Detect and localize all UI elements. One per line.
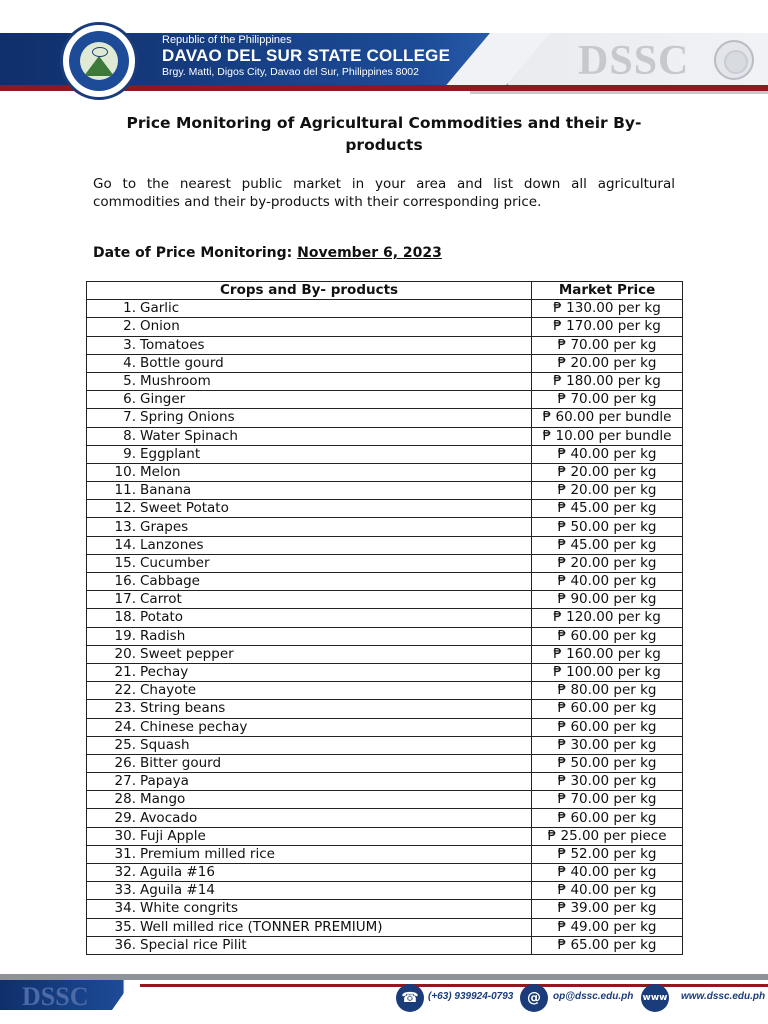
instructions: Go to the nearest public market in your area and list down all agricultural commodities and their by-products with their corresponding price. [93, 176, 675, 210]
crop-cell [87, 573, 532, 591]
table-row [87, 336, 683, 354]
table-row [87, 591, 683, 609]
market-price: ₱ 40.00 per kg [532, 882, 683, 900]
crop-name: Premium milled rice [140, 845, 275, 862]
crop-cell [87, 864, 532, 882]
table-row [87, 809, 683, 827]
market-price: ₱ 60.00 per kg [532, 627, 683, 645]
crop-cell [87, 300, 532, 318]
market-price: ₱ 65.00 per kg [532, 936, 683, 954]
crop-cell [87, 409, 532, 427]
market-price: ₱ 70.00 per kg [532, 791, 683, 809]
table-row [87, 773, 683, 791]
row-number: 15. [114, 554, 136, 571]
crop-name: Chinese pechay [140, 718, 248, 735]
at-sign-icon: @ [520, 984, 548, 1012]
college-seal-icon [60, 22, 138, 100]
crop-name: Avocado [140, 809, 198, 826]
row-number: 5. [123, 373, 136, 390]
crop-cell [87, 718, 532, 736]
crop-cell [87, 827, 532, 845]
footer-email: op@dssc.edu.ph [553, 991, 634, 1002]
crop-name: Water Spinach [140, 427, 238, 444]
crop-name: Sweet pepper [140, 645, 234, 662]
crop-name: Radish [140, 627, 186, 644]
market-price: ₱ 45.00 per kg [532, 500, 683, 518]
market-price: ₱ 40.00 per kg [532, 445, 683, 463]
row-number: 13. [114, 518, 136, 535]
footer-website: www.dssc.edu.ph [681, 991, 766, 1002]
crop-cell [87, 663, 532, 681]
phone-icon: ☎ [396, 984, 424, 1012]
crop-name: Aguila #14 [140, 882, 215, 899]
table-row [87, 791, 683, 809]
table-row [87, 409, 683, 427]
crop-name: Bottle gourd [140, 354, 224, 371]
row-number: 35. [114, 918, 136, 935]
crop-cell [87, 445, 532, 463]
footer-dssc-watermark: DSSC [22, 982, 89, 1011]
row-number: 26. [114, 754, 136, 771]
crop-name: Grapes [140, 518, 189, 535]
table-row [87, 827, 683, 845]
crop-cell [87, 682, 532, 700]
row-number: 21. [114, 664, 136, 681]
footer-phone: (+63) 939924-0793 [428, 991, 514, 1002]
crop-name: Bitter gourd [140, 754, 222, 771]
table-row [87, 372, 683, 390]
market-price: ₱ 40.00 per kg [532, 864, 683, 882]
row-number: 8. [123, 427, 136, 444]
crop-cell [87, 500, 532, 518]
row-number: 34. [114, 900, 136, 917]
row-number: 25. [114, 736, 136, 753]
table-row [87, 663, 683, 681]
row-number: 20. [114, 645, 136, 662]
crop-cell [87, 391, 532, 409]
crop-cell [87, 936, 532, 954]
crop-name: Chayote [140, 682, 197, 699]
market-price: ₱ 52.00 per kg [532, 845, 683, 863]
crop-name: Cabbage [140, 573, 200, 590]
table-row [87, 463, 683, 481]
row-number: 31. [114, 845, 136, 862]
crop-name: Eggplant [140, 445, 201, 462]
crop-cell [87, 591, 532, 609]
crop-name: Well milled rice (TONNER PREMIUM) [140, 918, 383, 935]
crop-name: Pechay [140, 664, 189, 681]
crop-cell [87, 791, 532, 809]
row-number: 7. [123, 409, 136, 426]
header-accent-line [470, 91, 768, 94]
document-title: Price Monitoring of Agricultural Commodities and their By-products [126, 114, 642, 154]
table-row [87, 318, 683, 336]
crop-name: Melon [140, 463, 181, 480]
crop-cell [87, 336, 532, 354]
row-number: 14. [114, 536, 136, 553]
row-number: 1. [123, 300, 136, 317]
college-address: Brgy. Matti, Digos City, Davao del Sur, Philippines 8002 [162, 66, 419, 78]
crop-cell [87, 754, 532, 772]
table-row [87, 845, 683, 863]
crop-name: White congrits [140, 900, 238, 917]
market-price: ₱ 50.00 per kg [532, 518, 683, 536]
market-price: ₱ 10.00 per bundle [532, 427, 683, 445]
crop-name: Sweet Potato [140, 500, 229, 517]
row-number: 28. [114, 791, 136, 808]
table-row [87, 682, 683, 700]
table-row [87, 736, 683, 754]
crop-name: Cucumber [140, 554, 210, 571]
market-price: ₱ 20.00 per kg [532, 354, 683, 372]
crop-name: Spring Onions [140, 409, 235, 426]
date-label: Date of Price Monitoring: [93, 245, 293, 261]
crop-cell [87, 845, 532, 863]
market-price: ₱ 49.00 per kg [532, 918, 683, 936]
row-number: 17. [114, 591, 136, 608]
crop-cell [87, 736, 532, 754]
republic-label: Republic of the Philippines [162, 34, 292, 46]
market-price: ₱ 170.00 per kg [532, 318, 683, 336]
crop-name: Carrot [140, 591, 182, 608]
crop-name: Potato [140, 609, 184, 626]
crop-cell [87, 354, 532, 372]
crop-cell [87, 700, 532, 718]
market-price: ₱ 20.00 per kg [532, 463, 683, 481]
table-row [87, 864, 683, 882]
table-row [87, 391, 683, 409]
crop-name: Aguila #16 [140, 864, 215, 881]
market-price: ₱ 39.00 per kg [532, 900, 683, 918]
table-header-row [87, 282, 683, 300]
row-number: 29. [114, 809, 136, 826]
crop-name: Squash [140, 736, 190, 753]
table-row [87, 718, 683, 736]
market-price: ₱ 20.00 per kg [532, 554, 683, 572]
crop-name: Lanzones [140, 536, 204, 553]
crop-cell [87, 809, 532, 827]
row-number: 12. [114, 500, 136, 517]
row-number: 10. [114, 463, 136, 480]
market-price: ₱ 50.00 per kg [532, 754, 683, 772]
crop-name: String beans [140, 700, 226, 717]
market-price: ₱ 40.00 per kg [532, 573, 683, 591]
market-price: ₱ 90.00 per kg [532, 591, 683, 609]
market-price: ₱ 100.00 per kg [532, 663, 683, 681]
dssc-watermark: DSSC [578, 38, 690, 84]
market-price: ₱ 120.00 per kg [532, 609, 683, 627]
crop-name: Mushroom [140, 373, 211, 390]
price-table [86, 281, 683, 955]
crop-name: Special rice Pilit [140, 936, 247, 953]
footer-accent-bar [140, 984, 768, 987]
table-row [87, 936, 683, 954]
market-price: ₱ 60.00 per kg [532, 809, 683, 827]
table-row [87, 609, 683, 627]
table-row [87, 573, 683, 591]
crop-cell [87, 918, 532, 936]
crop-cell [87, 627, 532, 645]
crop-cell [87, 900, 532, 918]
crop-name: Onion [140, 318, 180, 335]
table-row [87, 918, 683, 936]
crop-name: Papaya [140, 773, 189, 790]
market-price: ₱ 130.00 per kg [532, 300, 683, 318]
crop-cell [87, 536, 532, 554]
table-row [87, 536, 683, 554]
table-row [87, 445, 683, 463]
market-price: ₱ 60.00 per kg [532, 700, 683, 718]
row-number: 22. [114, 682, 136, 699]
table-row [87, 518, 683, 536]
crop-cell [87, 427, 532, 445]
row-number: 30. [114, 827, 136, 844]
table-row [87, 882, 683, 900]
market-price: ₱ 60.00 per bundle [532, 409, 683, 427]
crop-cell [87, 609, 532, 627]
market-price: ₱ 160.00 per kg [532, 645, 683, 663]
crop-cell [87, 318, 532, 336]
row-number: 9. [123, 445, 136, 462]
date-value: November 6, 2023 [297, 245, 442, 261]
row-number: 23. [114, 700, 136, 717]
row-number: 32. [114, 864, 136, 881]
crop-cell [87, 554, 532, 572]
crop-cell [87, 645, 532, 663]
row-number: 4. [123, 354, 136, 371]
row-number: 6. [123, 391, 136, 408]
monitoring-date [93, 245, 442, 261]
table-row [87, 700, 683, 718]
market-price: ₱ 60.00 per kg [532, 718, 683, 736]
header-text [162, 34, 450, 79]
crop-cell [87, 773, 532, 791]
crop-cell [87, 463, 532, 481]
row-number: 11. [114, 482, 136, 499]
row-number: 3. [123, 336, 136, 353]
letterhead [0, 0, 768, 100]
crop-name: Garlic [140, 300, 180, 317]
market-price: ₱ 30.00 per kg [532, 773, 683, 791]
crop-name: Tomatoes [140, 336, 205, 353]
row-number: 36. [114, 936, 136, 953]
row-number: 33. [114, 882, 136, 899]
row-number: 2. [123, 318, 136, 335]
table-row [87, 482, 683, 500]
college-name: DAVAO DEL SUR STATE COLLEGE [162, 46, 451, 65]
table-row [87, 754, 683, 772]
row-number: 16. [114, 573, 136, 590]
table-row [87, 500, 683, 518]
www-globe-icon: www [641, 984, 669, 1012]
row-number: 24. [114, 718, 136, 735]
market-price: ₱ 80.00 per kg [532, 682, 683, 700]
small-seal-icon [714, 40, 754, 80]
table-row [87, 300, 683, 318]
market-price: ₱ 25.00 per piece [532, 827, 683, 845]
column-header-crops: Crops and By- products [87, 282, 532, 300]
crop-name: Banana [140, 482, 192, 499]
row-number: 27. [114, 773, 136, 790]
crop-cell [87, 518, 532, 536]
market-price: ₱ 45.00 per kg [532, 536, 683, 554]
row-number: 18. [114, 609, 136, 626]
market-price: ₱ 70.00 per kg [532, 391, 683, 409]
row-number: 19. [114, 627, 136, 644]
table-row [87, 900, 683, 918]
table-row [87, 645, 683, 663]
table-row [87, 627, 683, 645]
crop-name: Ginger [140, 391, 186, 408]
crop-cell [87, 482, 532, 500]
market-price: ₱ 30.00 per kg [532, 736, 683, 754]
table-row [87, 354, 683, 372]
crop-cell [87, 882, 532, 900]
market-price: ₱ 20.00 per kg [532, 482, 683, 500]
crop-cell [87, 372, 532, 390]
column-header-price: Market Price [532, 282, 683, 300]
market-price: ₱ 180.00 per kg [532, 372, 683, 390]
crop-name: Mango [140, 791, 186, 808]
crop-name: Fuji Apple [140, 827, 206, 844]
table-row [87, 554, 683, 572]
table-row [87, 427, 683, 445]
market-price: ₱ 70.00 per kg [532, 336, 683, 354]
